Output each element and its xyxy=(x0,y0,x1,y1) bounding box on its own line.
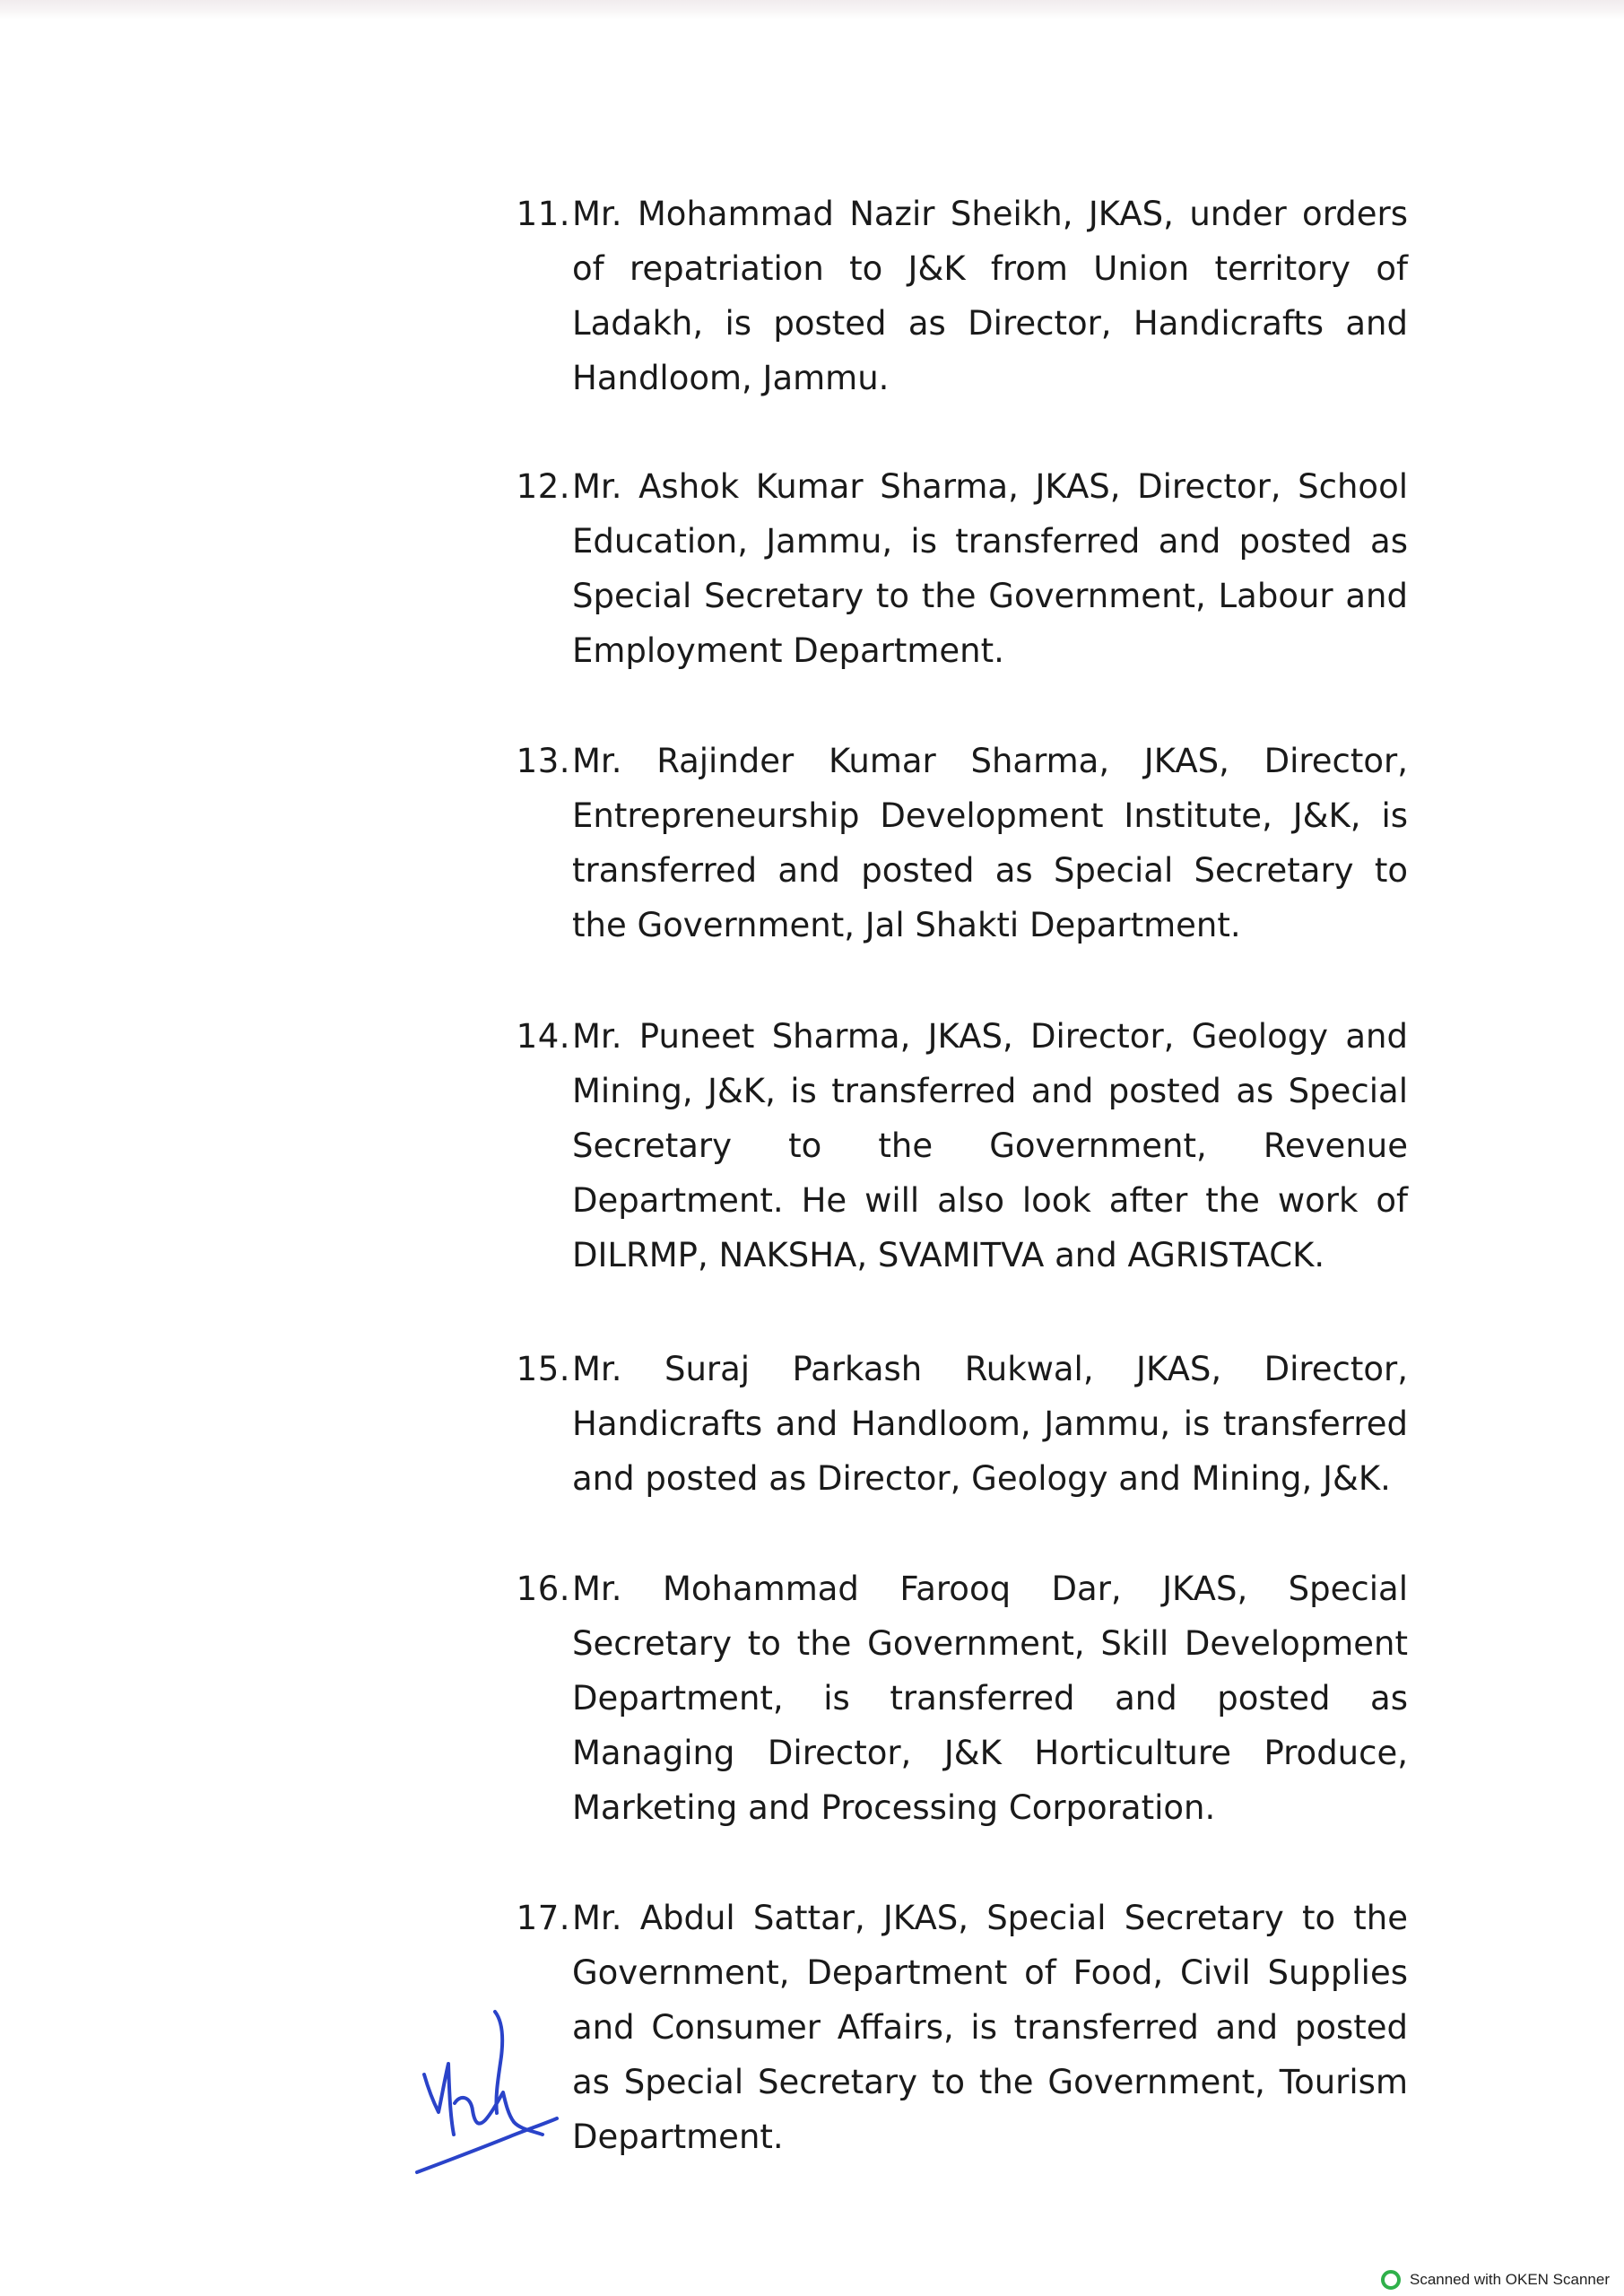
order-text: Mr. Ashok Kumar Sharma, JKAS, Director, School Education, Jammu, is transferred and posted as Special Secretary to the Government, Labour and Employment Department. xyxy=(572,467,1408,670)
scanner-badge xyxy=(1381,2269,1610,2291)
order-item-16 xyxy=(502,1561,1408,1835)
scanner-logo-icon xyxy=(1381,2270,1401,2290)
order-text: Mr. Puneet Sharma, JKAS, Director, Geology and Mining, J&K, is transferred and posted as Special Secretary to the Government, Revenue Department. He will also look after the work of DILRMP, NAKSHA, SVAMITVA and AGRISTACK. xyxy=(572,1017,1408,1274)
order-text: Mr. Mohammad Nazir Sheikh, JKAS, under orders of repatriation to J&K from Union territory of Ladakh, is posted as Director, Handicrafts and Handloom, Jammu. xyxy=(572,195,1408,397)
order-item-14 xyxy=(502,1009,1408,1283)
order-number: 15. xyxy=(516,1350,570,1388)
scanner-label: Scanned with OKEN Scanner xyxy=(1409,2271,1610,2288)
order-item-13 xyxy=(502,734,1408,952)
order-number: 13. xyxy=(516,742,570,780)
order-text: Mr. Suraj Parkash Rukwal, JKAS, Director, Handicrafts and Handloom, Jammu, is transferred and posted as Director, Geology and Mining, J&K. xyxy=(572,1350,1408,1498)
order-text: Mr. Abdul Sattar, JKAS, Special Secretary to the Government, Department of Food, Civil Supplies and Consumer Affairs, is transferred and posted as Special Secretary to the Government, Tourism Department. xyxy=(572,1899,1408,2156)
order-number: 14. xyxy=(516,1017,570,1056)
order-number: 16. xyxy=(516,1570,570,1608)
order-item-15 xyxy=(502,1342,1408,1506)
order-text: Mr. Rajinder Kumar Sharma, JKAS, Director, Entrepreneurship Development Institute, J&K, is transferred and posted as Special Secretary to the Government, Jal Shakti Department. xyxy=(572,742,1408,944)
handwritten-signature xyxy=(408,2005,560,2175)
order-item-17 xyxy=(502,1891,1408,2164)
order-number: 17. xyxy=(516,1899,570,1937)
order-number: 12. xyxy=(516,467,570,506)
order-number: 11. xyxy=(516,195,570,233)
order-item-11 xyxy=(502,187,1408,405)
order-text: Mr. Mohammad Farooq Dar, JKAS, Special Secretary to the Government, Skill Development Department, is transferred and posted as Managing Director, J&K Horticulture Produce, Marketing and Processing Corporation. xyxy=(572,1570,1408,1827)
order-item-12 xyxy=(502,459,1408,678)
